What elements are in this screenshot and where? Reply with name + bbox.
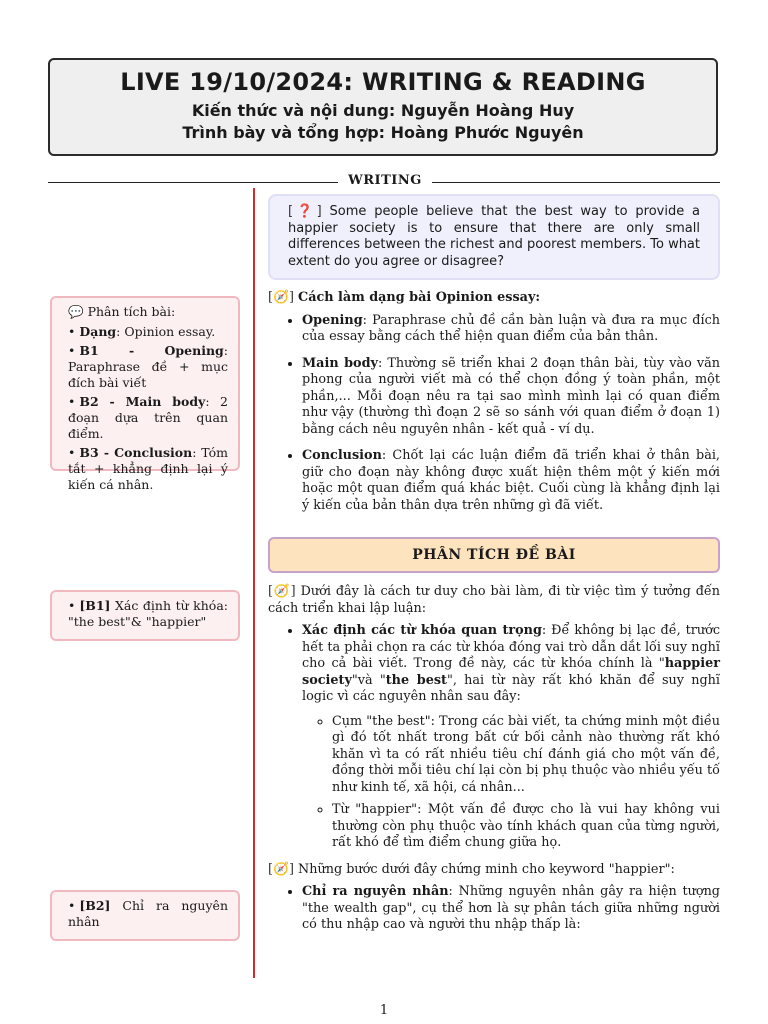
list-item: • B1 - Opening: Paraphrase đề + mục đích bài viết bbox=[68, 343, 228, 391]
list-item: • Chỉ ra nguyên nhân: Những nguyên nhân gây ra hiện tượng "the wealth gap", cụ thể hơn là sự phân tách giữa những người có thu nhập cao và người thu nhập thấp là: bbox=[302, 884, 720, 934]
question-text: Some people believe that the best way to provide a happier society is to ensure that there are only small differences between the richest and poorest members. To what extent do you agree or disagree? bbox=[288, 204, 700, 269]
list-item: ◦ Cụm "the best": Trong các bài viết, ta chứng minh một điều gì đó tốt nhất trong bất cứ bối cảnh nào thường rất khó khăn vì ta có rất nhiều tiêu chí đánh giá cho một vấn đề, đồng thời mỗi tiêu chí lại còn bị phụ thuộc vào nhiều yếu tố như kinh tế, xã hội, cá nhân... bbox=[332, 714, 720, 797]
list-item: • Dạng: Opinion essay. bbox=[68, 324, 228, 340]
section-heading: WRITING bbox=[348, 173, 422, 188]
list-item: • B2 - Main body: 2 đoạn dựa trên quan điểm. bbox=[68, 394, 228, 442]
steps-intro: Những bước dưới đây chứng minh cho keyword "happier": bbox=[298, 861, 675, 877]
document-title: LIVE 19/10/2024: WRITING & READING bbox=[120, 68, 646, 96]
compass-icon: 🧭 bbox=[273, 290, 289, 305]
author-line: Kiến thức và nội dung: Nguyễn Hoàng Huy bbox=[191, 101, 575, 120]
section-rule-left bbox=[48, 182, 338, 183]
list-item: • [B2] Chỉ ra nguyên nhân bbox=[68, 898, 228, 930]
compass-icon: 🧭 bbox=[273, 584, 291, 599]
sidebar-analysis-box bbox=[50, 296, 240, 492]
analysis-intro: Dưới đây là cách tư duy cho bài làm, đi từ việc tìm ý tưởng đến cách triển khai lập luận: bbox=[268, 584, 721, 616]
question-icon: ❓ bbox=[293, 204, 317, 219]
analysis-banner: PHÂN TÍCH ĐỀ BÀI bbox=[268, 537, 720, 573]
sidebar-heading: Phân tích bài: bbox=[87, 304, 176, 319]
compass-icon: 🧭 bbox=[273, 861, 289, 877]
method-heading: Cách làm dạng bài Opinion essay: bbox=[298, 290, 541, 305]
list-item: • Conclusion: Chốt lại các luận điểm đã triển khai ở thân bài, giữ cho đoạn này không được xuất hiện thêm một ý kiến mới hoặc một quan điểm quá khác biệt. Cuối cùng là khẳng định lại ý kiến của bản thân dựa trên những gì đã viết. bbox=[302, 448, 720, 514]
list-item: ◦ Từ "happier": Một vấn đề được cho là vui hay không vui thường còn phụ thuộc vào tính khách quan của từng người, rất khó để tìm điểm chung giữa họ. bbox=[332, 802, 720, 852]
list-item: • B3 - Conclusion: Tóm tắt + khẳng định lại ý kiến cá nhân. bbox=[68, 445, 228, 493]
sidebar-b2-box bbox=[50, 890, 240, 941]
section-rule-right bbox=[432, 182, 720, 183]
speech-bubble-icon: 💬 bbox=[68, 304, 84, 319]
editor-line: Trình bày và tổng hợp: Hoàng Phước Nguyên bbox=[182, 123, 584, 142]
list-item: • Xác định các từ khóa quan trọng: Để không bị lạc đề, trước hết ta phải chọn ra các từ khóa đóng vai trò dẫn dắt lối suy nghĩ cho cả bài viết. Trong đề này, các từ khóa chính là "happier society"và "the best", hai từ này rất khó khăn để suy nghĩ logic vì các nguyên nhân sau đây: ◦ Cụm "the best": Trong các bài viết, ta chứng minh một điều gì đó tốt nhất trong bất cứ bối cảnh nào thường rất khó khăn vì ta có rất nhiều tiêu chí đánh giá cho một vấn đề, đồng thời mỗi tiêu chí lại còn bị phụ thuộc vào nhiều yếu tố như kinh tế, xã hội, cá nhân... ◦ Từ "happier": Một vấn đề được cho là vui hay không vui thường còn phụ thuộc vào tính khách quan của từng người, rất khó để tìm điểm chung giữa họ. bbox=[302, 623, 720, 852]
method-section: [🧭] Cách làm dạng bài Opinion essay: • Opening: Paraphrase chủ đề cần bàn luận và đưa ra mục đích của essay bằng cách thể hiện quan điểm của bản thân. • Main body: Thường sẽ triển khai 2 đoạn thân bài, tùy vào văn phong của người viết mà có thể chọn đồng ý toàn phần, một phần,... Mỗi đoạn nêu ra tại sao mình mình lại có quan điểm như vậy (thường thì đoạn 2 sẽ so sánh với quan điểm ở đoạn 1) bằng cách nêu nguyên nhân - kết quả - ví dụ. • Conclusion: Chốt lại các luận điểm đã triển khai ở thân bài, giữ cho đoạn này không được xuất hiện thêm một ý kiến mới hoặc một quan điểm quá khác biệt. Cuối cùng là khẳng định lại ý kiến của bản thân dựa trên những gì đã viết. bbox=[268, 290, 720, 524]
essay-question-box: [❓] Some people believe that the best way to provide a happier society is to ensure that there are only small differences between the richest and poorest members. To what extent do you agree or disagree? bbox=[268, 194, 720, 280]
list-item: • Main body: Thường sẽ triển khai 2 đoạn thân bài, tùy vào văn phong của người viết mà có thể chọn đồng ý toàn phần, một phần,... Mỗi đoạn nêu ra tại sao mình mình lại có quan điểm như vậy (thường thì đoạn 2 sẽ so sánh với quan điểm ở đoạn 1) bằng cách nêu nguyên nhân - kết quả - ví dụ. bbox=[302, 356, 720, 439]
sidebar-b1-box bbox=[50, 590, 240, 641]
margin-divider bbox=[253, 188, 255, 978]
analysis-section: [🧭] Dưới đây là cách tư duy cho bài làm, đi từ việc tìm ý tưởng đến cách triển khai lập luận: • Xác định các từ khóa quan trọng: Để không bị lạc đề, trước hết ta phải chọn ra các từ khóa đóng vai trò dẫn dắt lối suy nghĩ cho cả bài viết. Trong đề này, các từ khóa chính là "happier society"và "the best", hai từ này rất khó khăn để suy nghĩ logic vì các nguyên nhân sau đây: ◦ Cụm "the best": Trong các bài viết, ta chứng minh một điều gì đó tốt nhất trong bất cứ bối cảnh nào thường rất khó khăn vì ta có rất nhiều tiêu chí đánh giá cho một vấn đề, đồng thời mỗi tiêu chí lại còn bị phụ thuộc vào nhiều yếu tố như kinh tế, xã hội, cá nhân... ◦ Từ "happier": Một vấn đề được cho là vui hay không vui thường còn phụ thuộc vào tính khách quan của từng người, rất khó để tìm điểm chung giữa họ. [🧭] Những bước dưới đây chứng minh cho keyword "happier": • Chỉ ra nguyên nhân: Những nguyên nhân gây ra hiện tượng "the wealth gap", cụ thể hơn là sự phân tách giữa những người có thu nhập cao và người thu nhập thấp là: bbox=[268, 584, 720, 944]
document-header bbox=[48, 58, 718, 156]
list-item: • Opening: Paraphrase chủ đề cần bàn luận và đưa ra mục đích của essay bằng cách thể hiện quan điểm của bản thân. bbox=[302, 313, 720, 346]
list-item: • [B1] Xác định từ khóa: "the best"& "happier" bbox=[68, 598, 228, 630]
page-number: 1 bbox=[379, 1003, 389, 1018]
